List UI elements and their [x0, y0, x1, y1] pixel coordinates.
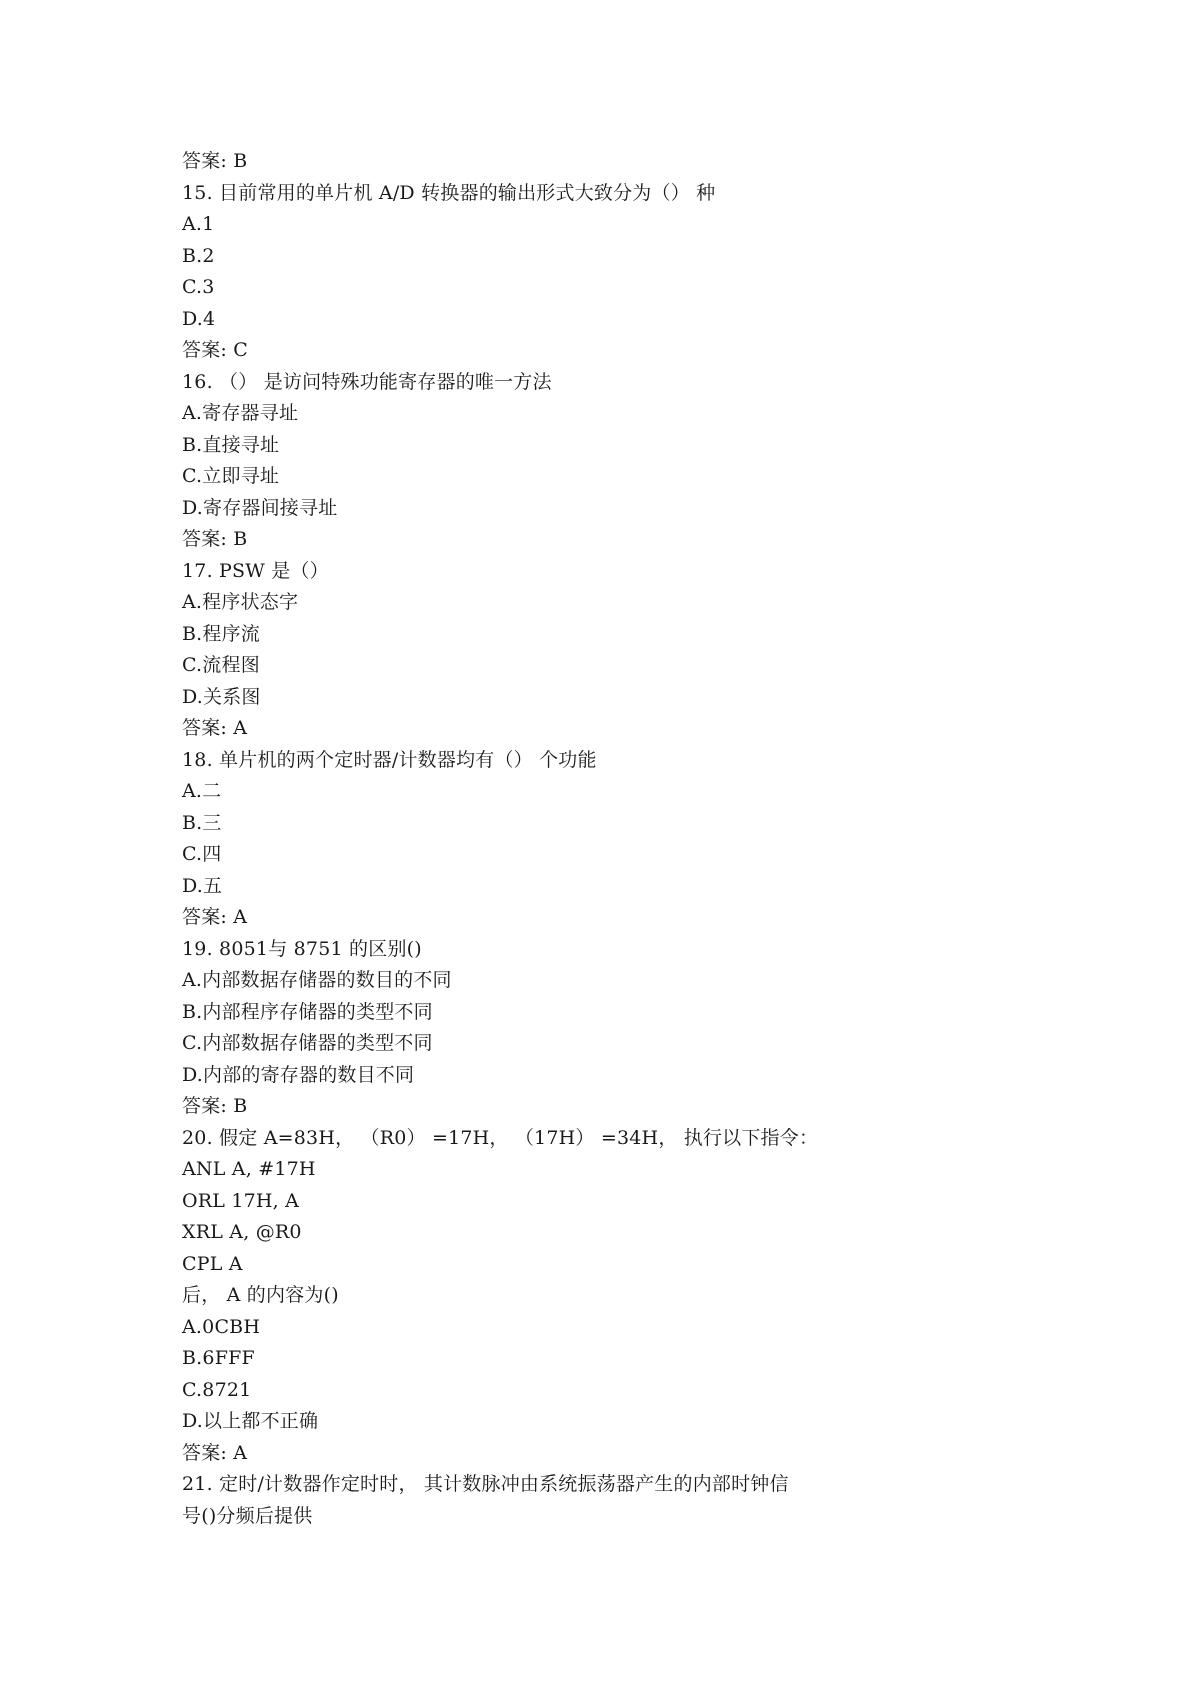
text-line: ANL A, #17H — [182, 1158, 316, 1180]
text-line: 19. 8051与 8751 的区别() — [182, 937, 422, 960]
text-line: D.寄存器间接寻址 — [182, 496, 338, 519]
text-line: A.0CBH — [182, 1315, 261, 1338]
text-line: B.6FFF — [182, 1347, 255, 1369]
text-line: C.流程图 — [182, 654, 260, 676]
text-line: D.4 — [182, 307, 216, 330]
text-line: ORL 17H, A — [182, 1189, 300, 1212]
text-line: B.2 — [182, 244, 215, 267]
text-line: 16. （） 是访问特殊功能寄存器的唯一方法 — [182, 370, 552, 393]
text-line: CPL A — [182, 1252, 243, 1275]
text-line: 15. 目前常用的单片机 A/D 转换器的输出形式大致分为（） 种 — [182, 181, 716, 204]
text-line: D.五 — [182, 874, 223, 897]
text-line: D.内部的寄存器的数目不同 — [182, 1063, 415, 1086]
text-line: B.直接寻址 — [182, 433, 280, 456]
text-line: 18. 单片机的两个定时器/计数器均有（） 个功能 — [182, 748, 597, 771]
text-line: B.内部程序存储器的类型不同 — [182, 1000, 433, 1023]
text-line: A.1 — [182, 213, 215, 235]
text-line: D.以上都不正确 — [182, 1410, 319, 1432]
text-line: C.8721 — [182, 1378, 252, 1401]
text-line: B.程序流 — [182, 622, 261, 645]
text-line: 答案: B — [182, 150, 248, 172]
text-line: C.四 — [182, 843, 222, 865]
text-line: 答案: C — [182, 339, 248, 361]
text-line: B.三 — [182, 811, 222, 834]
text-line: 答案: A — [182, 717, 248, 739]
text-line: A.寄存器寻址 — [182, 402, 299, 424]
text-line: 20. 假定 A=83H， （R0） =17H， （17H） =34H， 执行以下指令： — [182, 1126, 819, 1149]
text-line: A.内部数据存储器的数目的不同 — [182, 969, 452, 991]
text-line: A.程序状态字 — [182, 591, 299, 613]
text-line: C.立即寻址 — [182, 465, 280, 487]
text-line: XRL A, @R0 — [182, 1221, 302, 1243]
question-text-block — [182, 146, 1162, 1532]
text-line: 答案: A — [182, 906, 248, 928]
text-line: 号()分频后提供 — [182, 1504, 313, 1527]
text-line: C.3 — [182, 276, 215, 298]
text-line: 后， A 的内容为() — [182, 1284, 339, 1306]
text-line: C.内部数据存储器的类型不同 — [182, 1032, 433, 1054]
text-line: 答案: A — [182, 1441, 248, 1464]
text-line: D.关系图 — [182, 685, 261, 708]
text-line: 17. PSW 是（） — [182, 559, 329, 582]
text-line: 答案: B — [182, 1095, 248, 1117]
text-line: A.二 — [182, 780, 222, 802]
text-line: 答案: B — [182, 528, 248, 550]
text-line: 21. 定时/计数器作定时时， 其计数脉冲由系统振荡器产生的内部时钟信 — [182, 1473, 789, 1495]
